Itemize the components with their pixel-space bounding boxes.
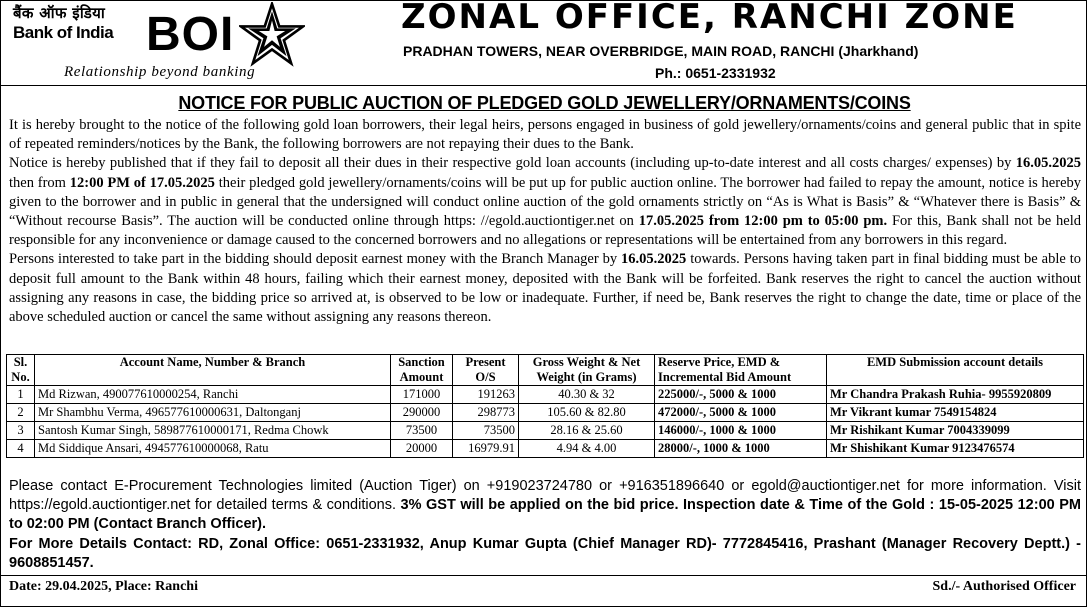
cell-account: Mr Shambhu Verma, 496577610000631, Daltonganj xyxy=(35,404,391,422)
signature: Sd./- Authorised Officer xyxy=(932,579,1076,594)
table-row xyxy=(7,440,1084,458)
contact-footer xyxy=(9,477,1081,573)
cell-reserve: 225000/-, 5000 & 1000 xyxy=(655,386,827,404)
cell-emd: Mr Vikrant kumar 7549154824 xyxy=(827,404,1084,422)
p2-text-d: For this, Bank shall not be held responsible for any inconvenience or damage caused to the concerned borrowers and no allegations or representations will be entertained from any borrowers in this regard. xyxy=(9,213,1081,249)
cell-present: 73500 xyxy=(453,422,519,440)
cell-sl: 2 xyxy=(7,404,35,422)
footer-contact-text: Please contact E-Procurement Technologies limited (Auction Tiger) on +919023724780 or +916351896640 or egold@auctiontiger.net for more information. Visit https://egold.auctiontiger.net for detailed terms & conditions. xyxy=(9,478,1081,514)
cell-present: 191263 xyxy=(453,386,519,404)
star-logo-icon xyxy=(239,2,305,68)
cell-sl: 4 xyxy=(7,440,35,458)
cell-sanction: 73500 xyxy=(391,422,453,440)
header-sanction: Sanction Amount xyxy=(391,355,453,386)
cell-account: Md Rizwan, 490077610000254, Ranchi xyxy=(35,386,391,404)
cell-reserve: 28000/-, 1000 & 1000 xyxy=(655,440,827,458)
cell-account: Md Siddique Ansari, 494577610000068, Ratu xyxy=(35,440,391,458)
cell-account: Santosh Kumar Singh, 589877610000171, Redma Chowk xyxy=(35,422,391,440)
cell-emd: Mr Shishikant Kumar 9123476574 xyxy=(827,440,1084,458)
p2-text-b: then from xyxy=(9,174,70,191)
p3-text-a: Persons interested to take part in the bidding should deposit earnest money with the Branch Manager by xyxy=(9,251,622,268)
table-row xyxy=(7,422,1084,440)
p2-text-a: Notice is hereby published that if they fail to deposit all their dues in their respective gold loan accounts (including up-to-date interest and all costs charges/ expenses) by xyxy=(9,155,1016,172)
date-place: Date: 29.04.2025, Place: Ranchi xyxy=(9,579,198,594)
cell-weight: 28.16 & 25.60 xyxy=(519,422,655,440)
notice-title: NOTICE FOR PUBLIC AUCTION OF PLEDGED GOLD JEWELLERY/ORNAMENTS/COINS xyxy=(178,93,911,113)
office-phone: Ph.: 0651-2331932 xyxy=(655,65,776,81)
table-row xyxy=(7,404,1084,422)
cell-reserve: 472000/-, 5000 & 1000 xyxy=(655,404,827,422)
footer-paragraph-1 xyxy=(9,477,1081,535)
header-account: Account Name, Number & Branch xyxy=(35,355,391,386)
p3-date-emd: 16.05.2025 xyxy=(621,251,687,268)
cell-emd: Mr Rishikant Kumar 7004339099 xyxy=(827,422,1084,440)
p2-text-c: their pledged gold jewellery/ornaments/coins will be put up for public auction online. The borrower had failed to repay the amount, notice is hereby given to the borrower and in public in general that the undersigned will conduct online auction of the gold ornaments strictly on “As is What is Basis” & “Whatever there is Basis” & “Without recourse Basis”. The auction will be conducted online through https: //egold.auctiontiger.net on xyxy=(9,174,1081,230)
paragraph-1: It is hereby brought to the notice of the following gold loan borrowers, their legal heirs, persons engaged in business of gold jewellery/ornaments/coins and general public that in spite of repeated reminders/notices by the Bank, the following borrowers are not repaying their dues to the Bank. xyxy=(9,117,1081,153)
cell-emd: Mr Chandra Prakash Ruhia- 9955920809 xyxy=(827,386,1084,404)
table-header-row xyxy=(7,355,1084,386)
p2-date-deadline: 16.05.2025 xyxy=(1015,155,1081,172)
header-divider xyxy=(1,85,1087,86)
header-present: Present O/S xyxy=(453,355,519,386)
p2-auction-window: 17.05.2025 from 12:00 pm to 05:00 pm. xyxy=(638,213,888,230)
paragraph-2 xyxy=(9,154,1081,250)
table-row xyxy=(7,386,1084,404)
cell-weight: 4.94 & 4.00 xyxy=(519,440,655,458)
header-reserve: Reserve Price, EMD & Incremental Bid Amount xyxy=(655,355,827,386)
office-title: ZONAL OFFICE, RANCHI ZONE xyxy=(401,0,1018,37)
cell-sanction: 290000 xyxy=(391,404,453,422)
notice-body xyxy=(9,116,1081,327)
logo-hindi-name: बैंक ऑफ इंडिया xyxy=(13,4,105,22)
cell-sl: 1 xyxy=(7,386,35,404)
logo-english-name: Bank of India xyxy=(13,23,114,42)
footer-divider xyxy=(1,575,1087,576)
cell-sl: 3 xyxy=(7,422,35,440)
cell-weight: 40.30 & 32 xyxy=(519,386,655,404)
cell-present: 16979.91 xyxy=(453,440,519,458)
cell-weight: 105.60 & 82.80 xyxy=(519,404,655,422)
office-address: PRADHAN TOWERS, NEAR OVERBRIDGE, MAIN ROAD, RANCHI (Jharkhand) xyxy=(403,43,919,59)
tagline: Relationship beyond banking xyxy=(64,64,256,80)
p2-auction-start: 12:00 PM of 17.05.2025 xyxy=(69,174,215,191)
auction-table xyxy=(6,354,1084,458)
header xyxy=(1,1,1087,83)
p3-text-b: towards. Persons having taken part in final bidding must be able to deposit full amount to the Bank within 48 hours, failing which their earnest money, deposited with the Bank will be forfeited. Bank reserves the right to cancel the auction without assigning any reasons in case, the bidding price so arrived at, is observed to be low or inadequate. Further, if need be, Bank reserves the right to change the date, time or place of the above scheduled auction or cancel the same without assigning any reasons thereon. xyxy=(9,251,1081,326)
footer-details-contact: For More Details Contact: RD, Zonal Office: 0651-2331932, Anup Kumar Gupta (Chief Manager RD)- 7772845416, Prashant (Manager Recovery Deptt.) - 9608851457. xyxy=(9,535,1081,571)
paragraph-3 xyxy=(9,250,1081,327)
header-sl: Sl. No. xyxy=(7,355,35,386)
header-emd: EMD Submission account details xyxy=(827,355,1084,386)
header-weight: Gross Weight & Net Weight (in Grams) xyxy=(519,355,655,386)
footer-gst-inspection: 3% GST will be applied on the bid price. Inspection date & Time of the Gold : 15-05-2025 12:00 PM to 02:00 PM (Contact Branch Officer). xyxy=(9,497,1081,533)
logo-boi-text: BOI xyxy=(146,8,235,61)
cell-present: 298773 xyxy=(453,404,519,422)
cell-sanction: 20000 xyxy=(391,440,453,458)
cell-reserve: 146000/-, 1000 & 1000 xyxy=(655,422,827,440)
cell-sanction: 171000 xyxy=(391,386,453,404)
